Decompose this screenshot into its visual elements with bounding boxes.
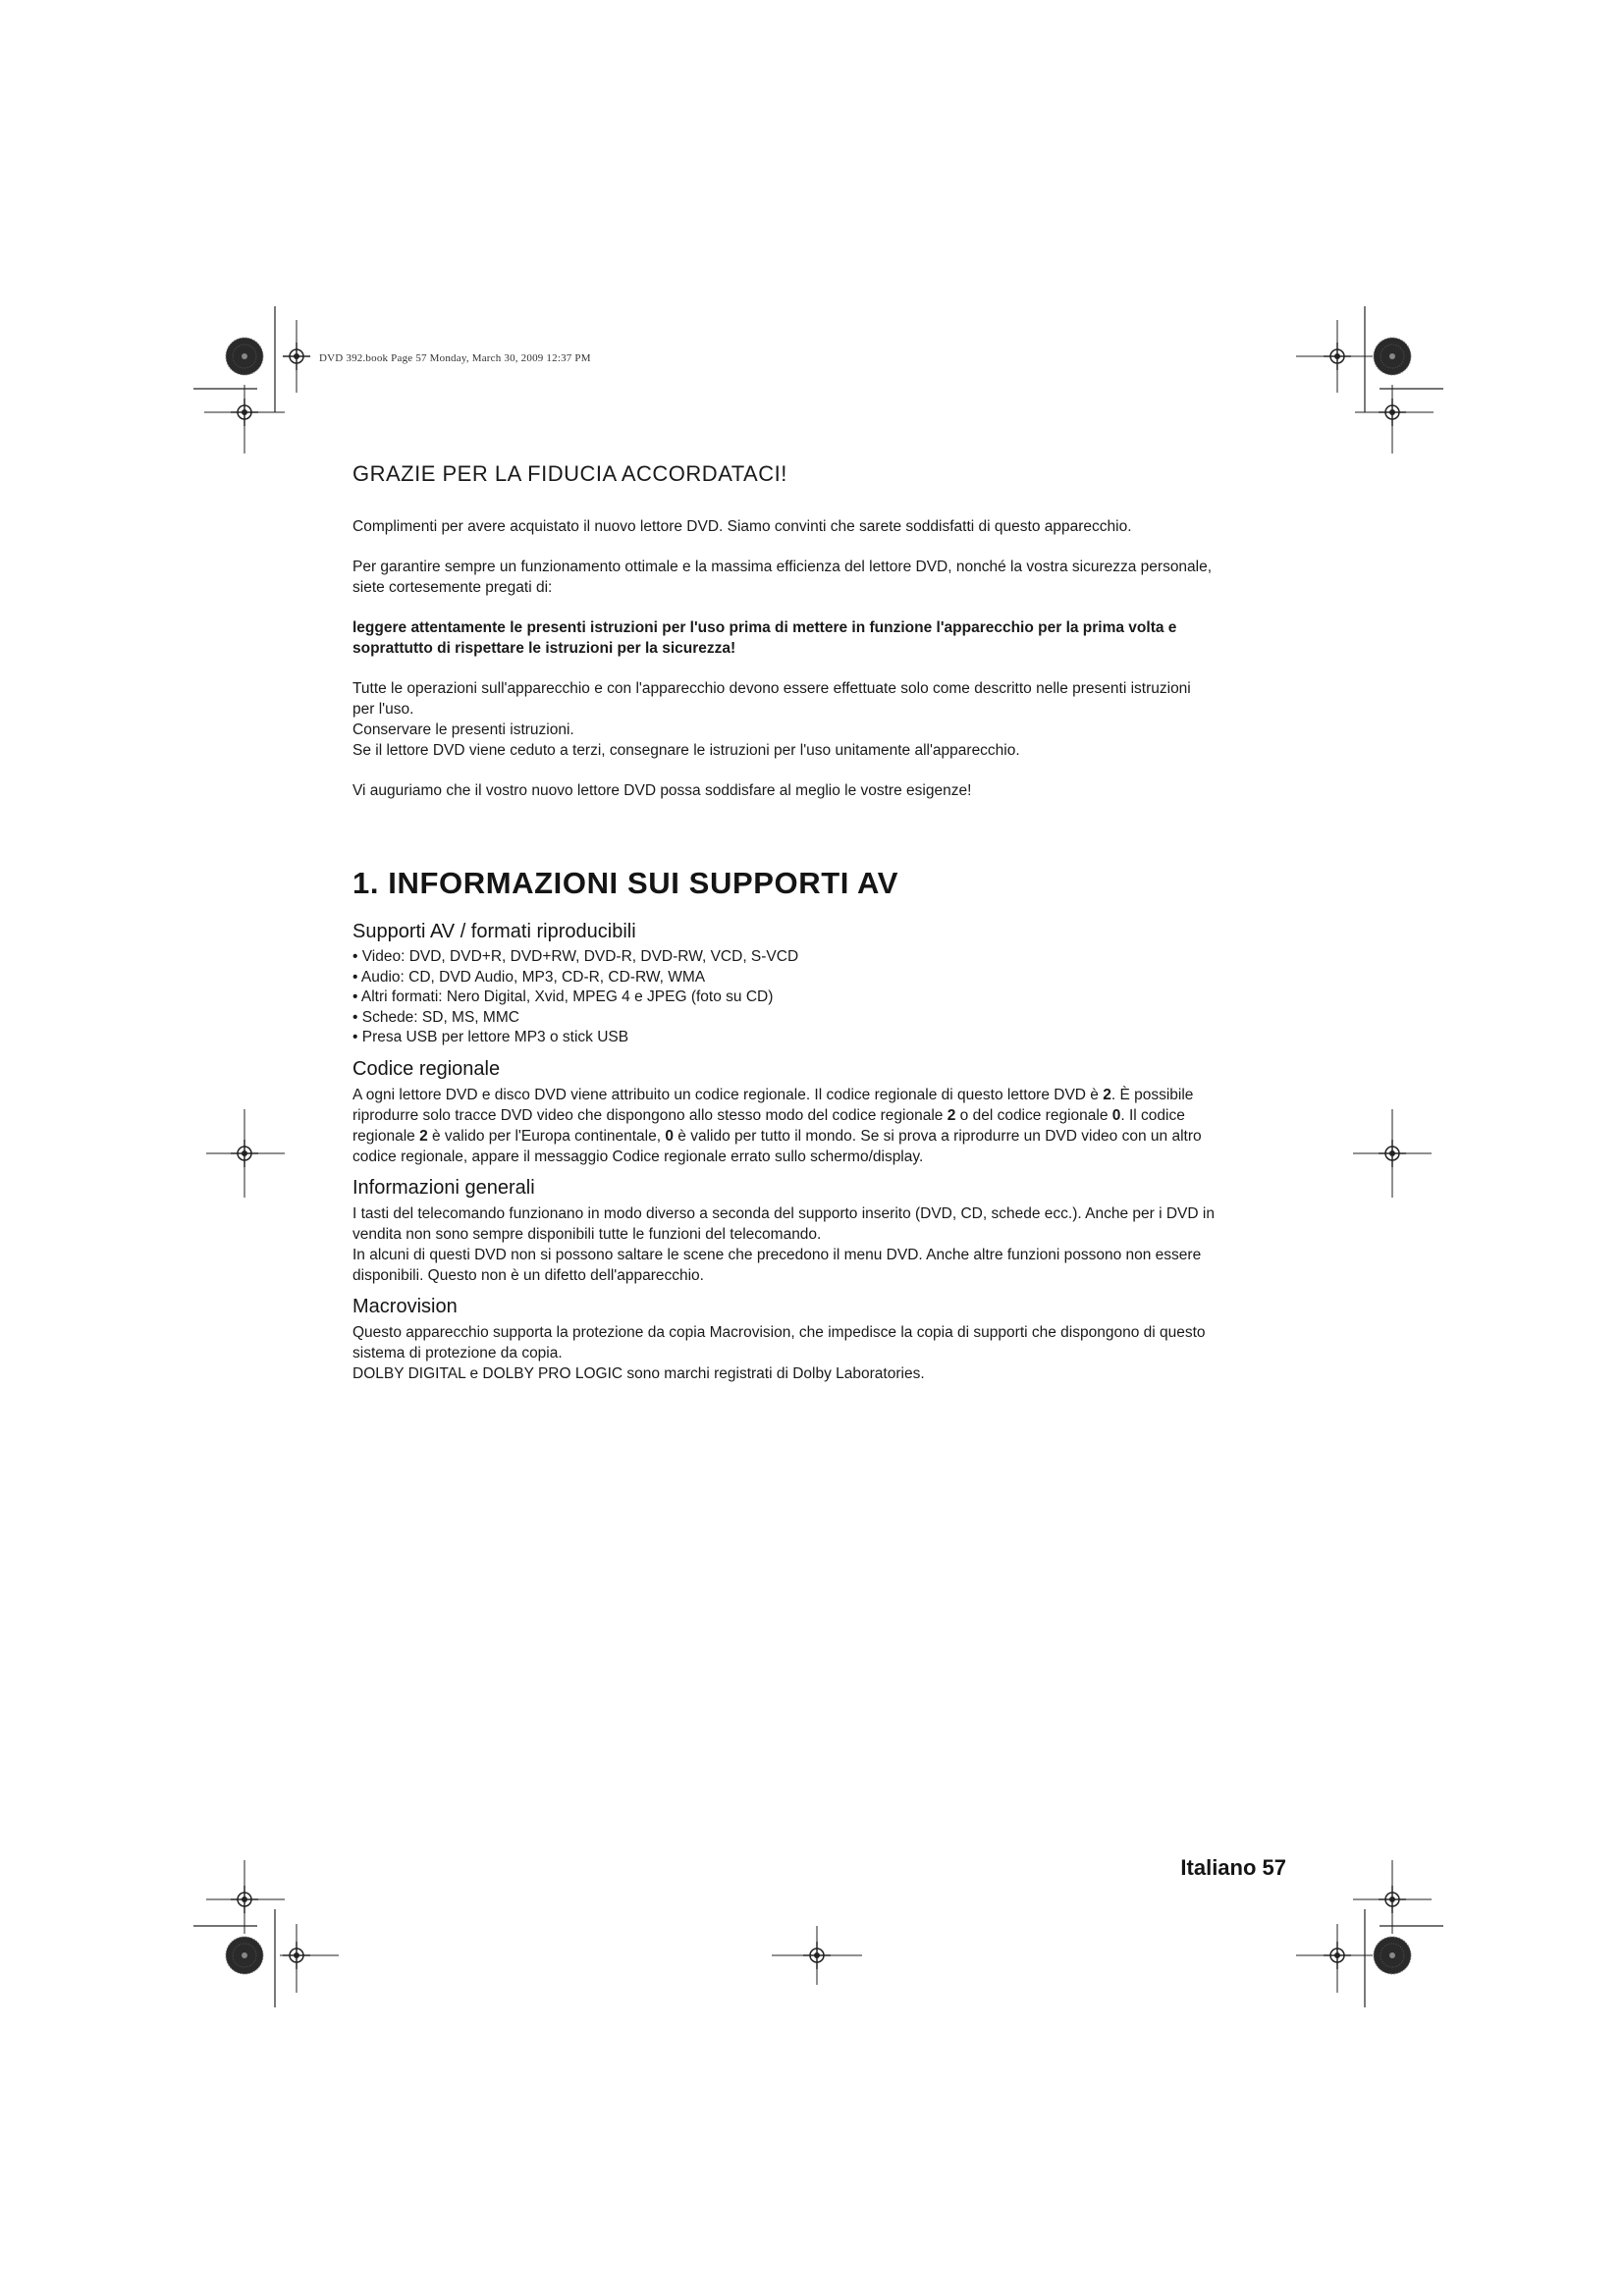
- chapter-title: 1. INFORMAZIONI SUI SUPPORTI AV: [352, 866, 898, 900]
- list-item: • Schede: SD, MS, MMC: [352, 1008, 1285, 1029]
- region-code-value: 2: [1103, 1086, 1111, 1103]
- page-number: Italiano 57: [1180, 1855, 1286, 1880]
- intro-paragraph-4: [352, 678, 1285, 761]
- info-line-2: vendita non sono sempre disponibili tutte le funzioni del telecomando.: [352, 1225, 822, 1243]
- registration-mark-bottom-left: [231, 1886, 258, 1913]
- registration-mark-middle-right: [1379, 1140, 1406, 1167]
- registration-mark-bottom-right-inner: [1324, 1942, 1351, 1969]
- registration-mark-bottom-left-inner: [283, 1942, 310, 1969]
- list-item: • Presa USB per lettore MP3 o stick USB: [352, 1028, 1285, 1048]
- registration-mark-bottom-center: [803, 1942, 831, 1969]
- safety-notice-line-2: soprattutto di rispettare le istruzioni per la sicurezza!: [352, 640, 736, 657]
- section-title-macro: Macrovision: [352, 1295, 458, 1317]
- section-codice: [352, 1058, 1285, 1167]
- starburst-mark-top-right: [1374, 338, 1411, 375]
- registration-mark-bottom-right: [1379, 1886, 1406, 1913]
- registration-mark-top-left: [231, 399, 258, 426]
- page-content: [352, 461, 1285, 1394]
- starburst-mark-bottom-right: [1374, 1937, 1411, 1974]
- list-item: • Video: DVD, DVD+R, DVD+RW, DVD-R, DVD-RW, VCD, S-VCD: [352, 947, 1285, 968]
- intro-paragraph-2-line-1: Per garantire sempre un funzionamento ottimale e la massima efficienza del lettore DVD, nonché la vostra sicurezza personale,: [352, 559, 1213, 575]
- intro-paragraph-4-line-2: per l'uso.: [352, 701, 414, 718]
- intro-paragraph-4-line-3: Conservare le presenti istruzioni.: [352, 721, 574, 738]
- registration-mark-middle-left: [231, 1140, 258, 1167]
- print-file-header: DVD 392.book Page 57 Monday, March 30, 2009 12:37 PM: [319, 352, 591, 364]
- intro-paragraph-1: Complimenti per avere acquistato il nuovo lettore DVD. Siamo convinti che sarete soddisfatti di questo apparecchio.: [352, 518, 1132, 535]
- registration-mark-top-right: [1379, 399, 1406, 426]
- info-line-3: In alcuni di questi DVD non si possono saltare le scene che precedono il menu DVD. Anche altre funzioni possono non essere: [352, 1246, 1202, 1263]
- macro-line-1: Questo apparecchio supporta la protezione da copia Macrovision, che impedisce la copia di supporti che dispongono di questo: [352, 1323, 1206, 1341]
- section-title-codice: Codice regionale: [352, 1057, 501, 1080]
- macro-line-2: sistema di protezione da copia.: [352, 1344, 563, 1362]
- safety-notice: [352, 617, 1285, 659]
- codice-line-3: regionale 2 è valido per l'Europa continentale, 0 è valido per tutto il mondo. Se si prova a riprodurre un DVD video con un altro: [352, 1127, 1202, 1145]
- intro-paragraph-2-line-2: siete cortesemente pregati di:: [352, 579, 553, 596]
- info-line-1: I tasti del telecomando funzionano in modo diverso a seconda del supporto inserito (DVD, CD, schede ecc.). Anche per i DVD in: [352, 1204, 1215, 1222]
- list-item: • Audio: CD, DVD Audio, MP3, CD-R, CD-RW, WMA: [352, 968, 1285, 988]
- list-item: • Altri formati: Nero Digital, Xvid, MPEG 4 e JPEG (foto su CD): [352, 988, 1285, 1008]
- formats-list: [352, 947, 1285, 1048]
- intro-title: GRAZIE PER LA FIDUCIA ACCORDATACI!: [352, 461, 787, 486]
- registration-mark-top-left-header: [283, 343, 310, 370]
- section-info: [352, 1177, 1285, 1286]
- intro-paragraph-5: Vi auguriamo che il vostro nuovo lettore DVD possa soddisfare al meglio le vostre esigenze!: [352, 782, 972, 799]
- starburst-mark-bottom-left: [226, 1937, 263, 1974]
- macro-line-3: DOLBY DIGITAL e DOLBY PRO LOGIC sono marchi registrati di Dolby Laboratories.: [352, 1364, 925, 1382]
- intro-paragraph-4-line-4: Se il lettore DVD viene ceduto a terzi, consegnare le istruzioni per l'uso unitamente all'apparecchio.: [352, 742, 1020, 759]
- section-title-info: Informazioni generali: [352, 1176, 535, 1199]
- codice-line-4: codice regionale, appare il messaggio Codice regionale errato sullo schermo/display.: [352, 1148, 924, 1165]
- intro-paragraph-4-line-1: Tutte le operazioni sull'apparecchio e con l'apparecchio devono essere effettuate solo come descritto nelle presenti istruzioni: [352, 680, 1191, 697]
- section-supporti: [352, 921, 1285, 1048]
- section-macro: [352, 1296, 1285, 1384]
- registration-mark-top-right-header: [1324, 343, 1351, 370]
- intro-paragraph-2: [352, 557, 1285, 598]
- codice-line-2: riprodurre solo tracce DVD video che dispongono allo stesso modo del codice regionale 2 o del codice regionale 0. Il codice: [352, 1106, 1185, 1124]
- safety-notice-line-1: leggere attentamente le presenti istruzioni per l'uso prima di mettere in funzione l'apparecchio per la prima volta e: [352, 619, 1177, 636]
- starburst-mark-top-left: [226, 338, 263, 375]
- codice-line-1: A ogni lettore DVD e disco DVD viene attribuito un codice regionale. Il codice regionale di questo lettore DVD è 2. È possibile: [352, 1086, 1194, 1103]
- info-line-4: disponibili. Questo non è un difetto dell'apparecchio.: [352, 1266, 704, 1284]
- section-title-supporti: Supporti AV / formati riproducibili: [352, 921, 636, 942]
